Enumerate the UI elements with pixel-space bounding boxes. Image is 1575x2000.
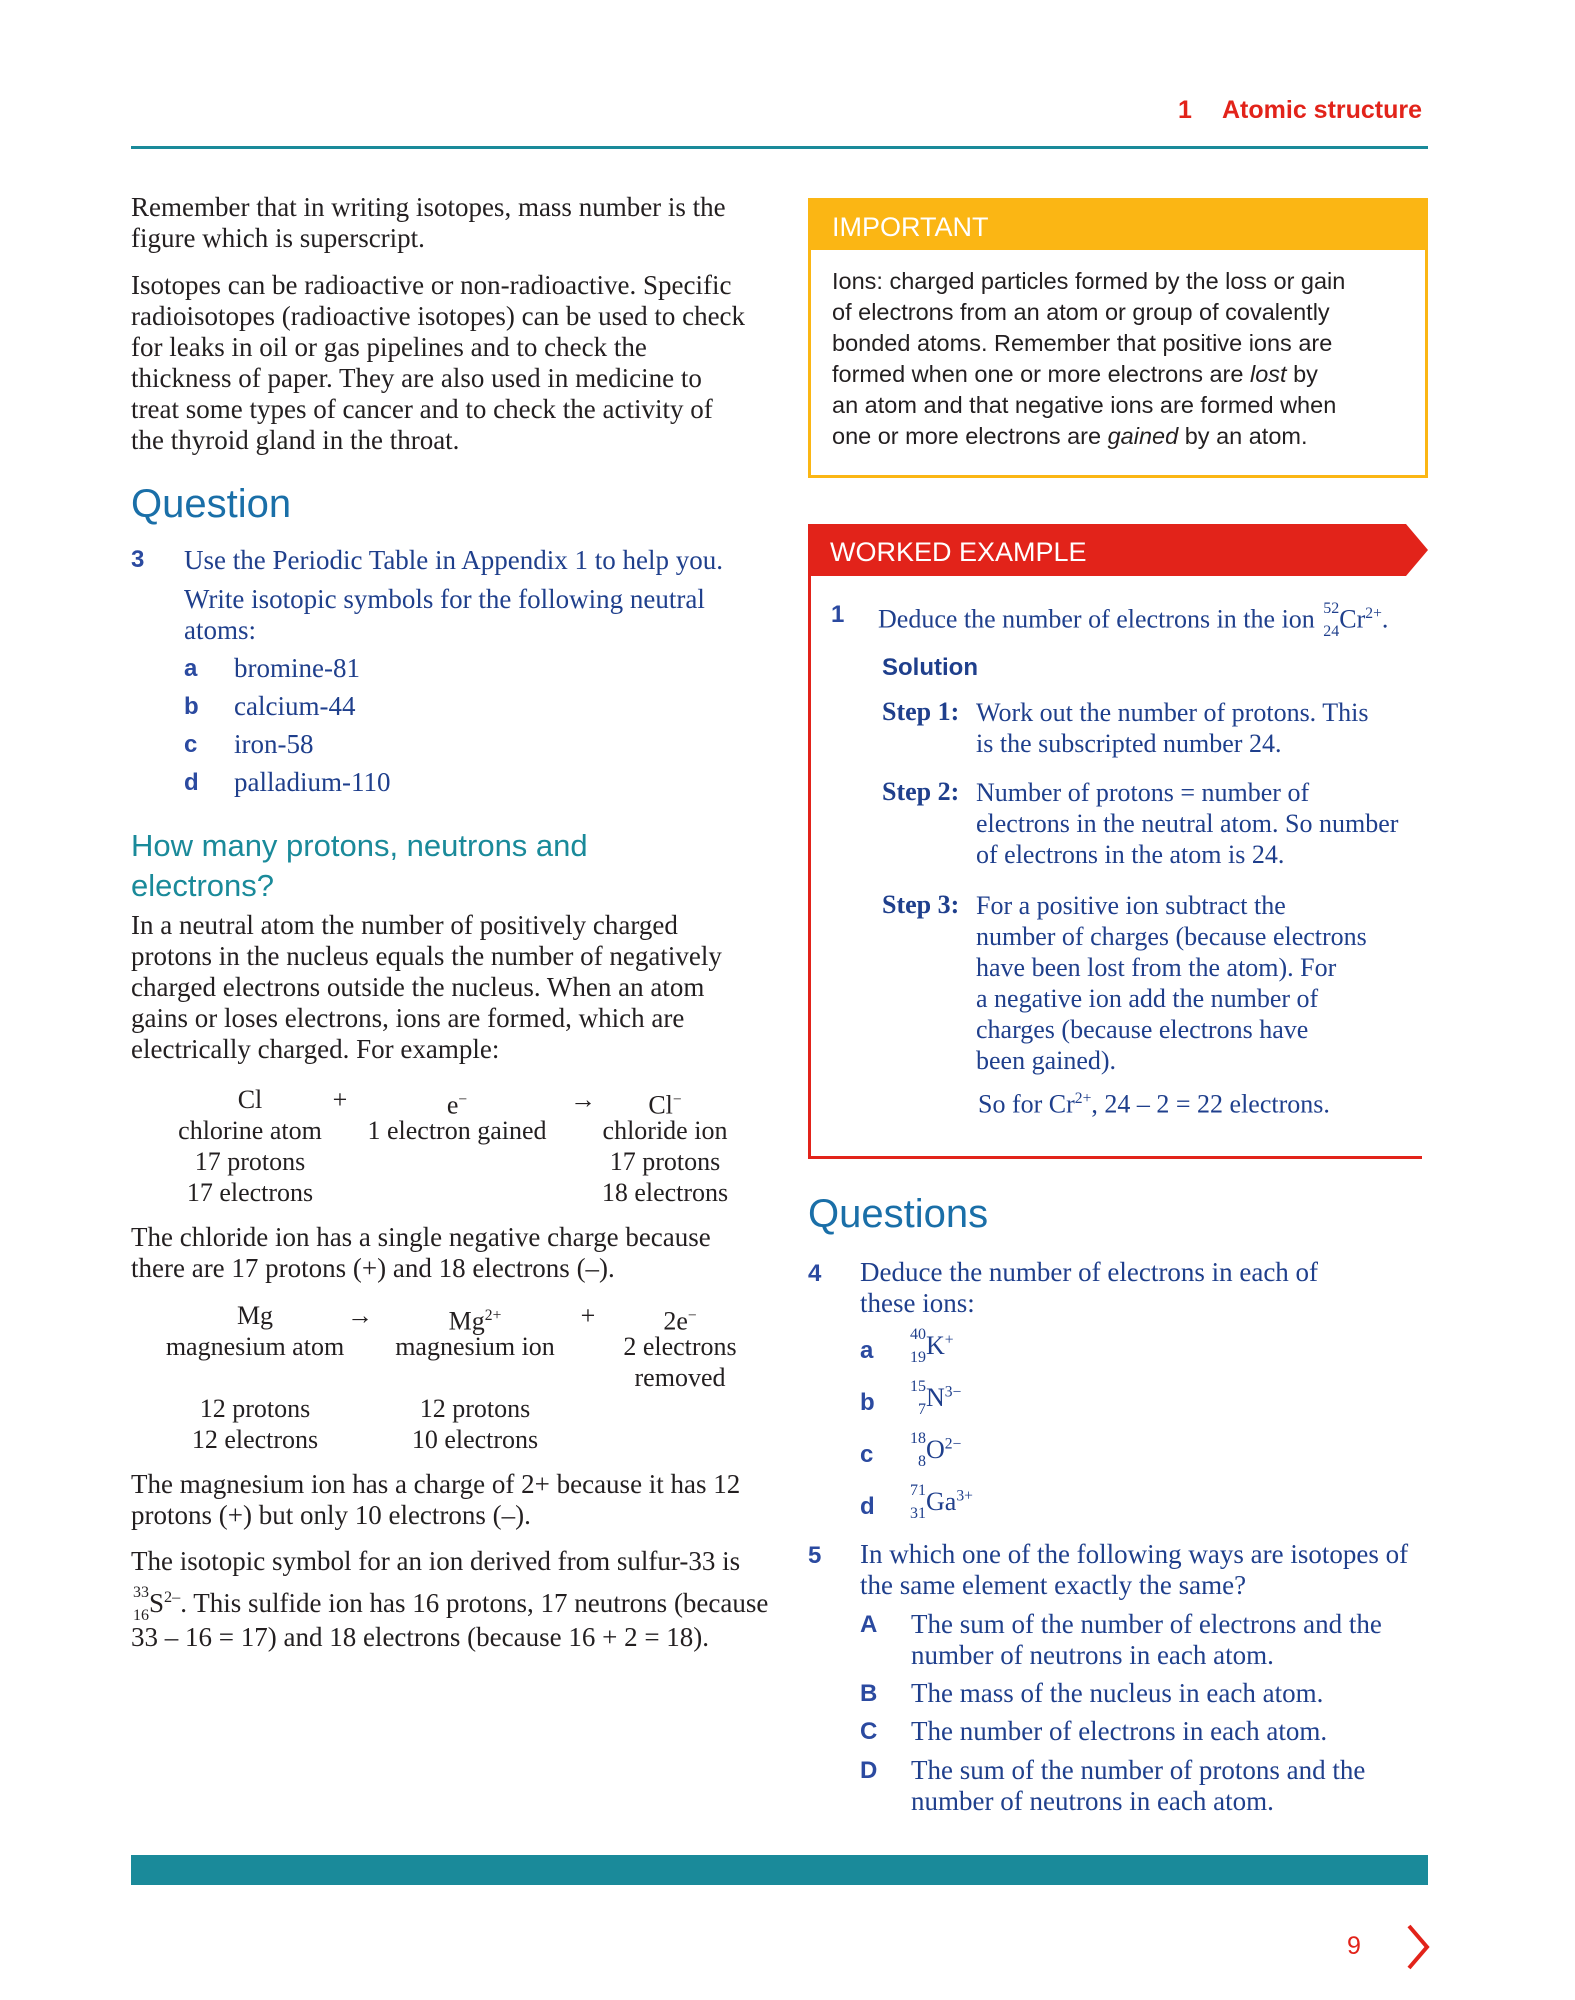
eq2-magnesium-ion-symbol: $Mg^{2+}$ [448,1306,502,1336]
q4-ion-nitride: 15 7 $N^{3-}$ [910,1378,962,1419]
eq1-chlorine-name: chlorine atom [178,1116,322,1145]
q5-option-label: A [860,1611,878,1638]
eq1-chlorine-electrons: 17 electrons [186,1178,314,1207]
q4-ion-gallium: 71 31 $Ga^{3+}$ [910,1482,973,1523]
question-4-line2: these ions: [860,1288,975,1318]
question-5-line1: In which one of the following ways are isotopes of [860,1539,1409,1569]
subheading-protons-neutrons-electrons: How many protons, neutrons and electrons? [131,828,588,903]
paragraph-sulfide-line3: 33 – 16 = 17) and 18 electrons (because 16 + 2 = 18). [131,1622,710,1652]
q3-item-label: b [184,693,199,720]
q4-item-label: c [860,1441,874,1468]
q5-option-text: The mass of the nucleus in each atom. [911,1678,1324,1708]
eq2-arrow: → [347,1301,373,1330]
page-number: 9 [1347,1932,1361,1960]
q5-option-text: The number of electrons in each atom. [911,1716,1328,1746]
eq1-chloride-symbol: Cl− [648,1090,682,1120]
chapter-title: Atomic structure [1222,96,1423,124]
step-2-label: Step 2: [882,777,960,806]
worked-example-conclusion: So for $Cr^{2+}$, 24 – 2 = 22 electrons. [978,1089,1330,1119]
eq2-electrons-name: 2 electrons [623,1332,737,1361]
questions-heading: Questions [808,1192,989,1236]
eq1-plus: + [332,1085,348,1114]
worked-example-title: WORKED EXAMPLE [830,537,1087,567]
paragraph-magnesium-ion: The magnesium ion has a charge of 2+ because it has 12 protons (+) but only 10 electrons (–). [131,1469,741,1530]
q5-option-text: The sum of the number of electrons and the number of neutrons in each atom. [911,1609,1382,1670]
worked-example-question: Deduce the number of electrons in the ion 52 24 $Cr^{2+}$. [878,599,1389,640]
question-3-line1: Use the Periodic Table in Appendix 1 to help you. [184,545,724,575]
step-1-text: Work out the number of protons. This is the subscripted number 24. [976,698,1369,758]
q3-item-text: iron-58 [234,729,314,759]
eq1-electron-name: 1 electron gained [367,1116,547,1145]
step-2-text: Number of protons = number of electrons in the neutral atom. So number of electrons in the atom is 24. [976,778,1399,869]
question-heading: Question [131,482,292,526]
question-5-line2: the same element exactly the same? [860,1570,1247,1600]
q4-ion-oxide: 18 8 $O^{2-}$ [910,1430,962,1471]
worked-example-bottom-rule [808,1156,1422,1159]
eq1-chloride-name: chloride ion [602,1116,728,1145]
paragraph-sulfide-line1: The isotopic symbol for an ion derived from sulfur-33 is [131,1546,741,1576]
next-page-chevron-icon[interactable] [1403,1922,1433,1972]
important-text: Ions: charged particles formed by the loss or gain of electrons from an atom or group of covalently bonded atoms. Remember that positive ions are formed when one or more electrons are lost by an atom and that negative ions are formed when one or more electrons are gained by an atom. [832,268,1346,449]
eq2-magnesium-ion-name: magnesium ion [395,1332,555,1361]
solution-heading: Solution [882,654,978,681]
eq2-electrons-symbol: 2e− [663,1306,697,1336]
paragraph-neutral-atom: In a neutral atom the number of positively charged protons in the nucleus equals the number of negatively charged electrons outside the nucleus. When an atom gains or loses electrons, ions are formed, which are electrically charged. For example: [131,910,722,1064]
q3-item-label: a [184,655,198,682]
question-3-line2: Write isotopic symbols for the following neutral atoms: [184,584,705,645]
footer-band [131,1855,1428,1885]
chromium-isotope-symbol: 52 24 [1323,599,1340,640]
eq2-electrons-name2: removed [634,1363,726,1392]
q4-ion-potassium: 40 19 K+ [910,1326,954,1367]
paragraph-chloride-ion: The chloride ion has a single negative charge because there are 17 protons (+) and 18 electrons (–). [131,1222,711,1283]
eq1-chloride-protons: 17 protons [609,1147,721,1176]
step-3-label: Step 3: [882,890,960,919]
eq1-chloride-electrons: 18 electrons [601,1178,729,1207]
step-3-text: For a positive ion subtract the number of charges (because electrons have been lost from the atom). For a negative ion add the number of charges (because electrons have been gained). [976,891,1367,1075]
q3-item-text: calcium-44 [234,691,356,721]
question-4-line1: Deduce the number of electrons in each of [860,1257,1319,1287]
eq2-magnesium-electrons: 12 electrons [191,1425,319,1454]
eq1-electron-symbol: e− [446,1090,468,1120]
q3-item-text: palladium-110 [234,767,391,797]
q3-item-label: c [184,731,198,758]
worked-example-number: 1 [831,601,845,628]
question-3-number: 3 [131,546,145,573]
q4-item-label: d [860,1493,875,1520]
paragraph-sulfide-line2: 33 16 $S^{2-}$. This sulfide ion has 16 protons, 17 neutrons (because [133,1583,769,1624]
worked-example-left-rule [808,576,811,1158]
important-title: IMPORTANT [808,198,1428,250]
eq1-chlorine-protons: 17 protons [194,1147,306,1176]
eq2-magnesium-ion-protons: 12 protons [419,1394,531,1423]
eq2-magnesium-name: magnesium atom [165,1332,345,1361]
eq2-magnesium-ion-electrons: 10 electrons [411,1425,539,1454]
q4-item-label: a [860,1337,874,1364]
header-rule [131,146,1428,149]
question-5-number: 5 [808,1542,822,1569]
eq2-magnesium-symbol: Mg [236,1301,274,1330]
eq1-arrow: → [570,1085,596,1114]
paragraph-radioisotopes: Isotopes can be radioactive or non-radioactive. Specific radioisotopes (radioactive isotopes) can be used to check for leaks in oil or gas pipelines and to check the thickness of paper. They are also used in medicine to treat some types of cancer and to check the activity of the thyroid gland in the throat. [131,270,746,455]
paragraph-isotope-notation: Remember that in writing isotopes, mass number is the figure which is superscript. [131,192,726,253]
q5-option-label: C [860,1718,878,1745]
sulfide-isotope-symbol: 33 16 [133,1583,149,1624]
q5-option-text: The sum of the number of protons and the number of neutrons in each atom. [911,1755,1366,1816]
q5-option-label: D [860,1757,878,1784]
eq1-chlorine-symbol: Cl [237,1085,263,1114]
q3-item-text: bromine-81 [234,653,360,683]
q5-option-label: B [860,1680,878,1707]
chapter-number: 1 [1178,96,1192,124]
question-4-number: 4 [808,1260,822,1287]
eq2-magnesium-protons: 12 protons [199,1394,311,1423]
eq2-plus: + [580,1301,596,1330]
q4-item-label: b [860,1389,875,1416]
step-1-label: Step 1: [882,697,960,726]
q3-item-label: d [184,769,199,796]
